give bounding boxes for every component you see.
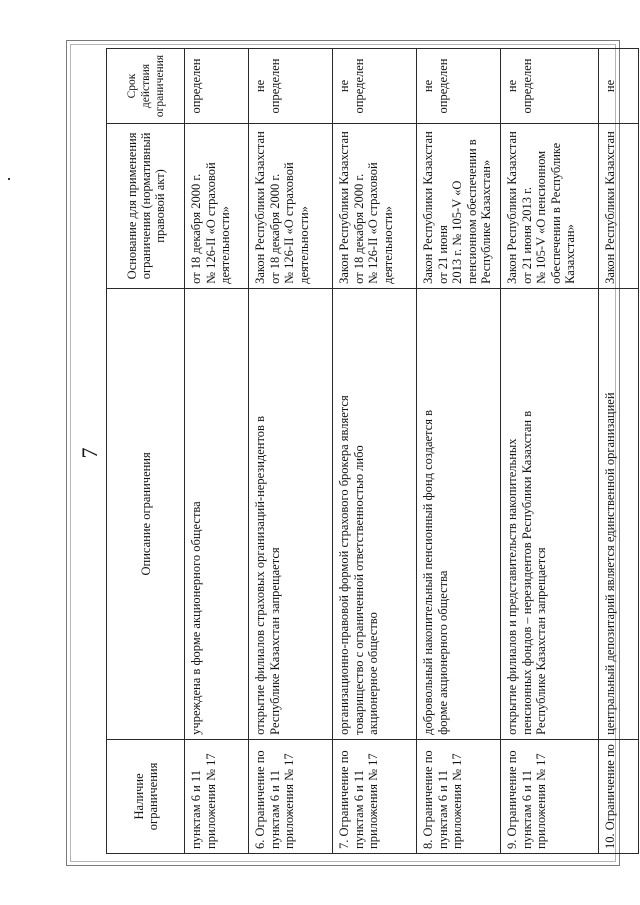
cell-presence: 10. Ограничение по [599,739,639,853]
cell-presence: 8. Ограничение по пунктам 6 и 11 приложения № 17 [417,739,501,853]
cell-presence: 7. Ограничение по пунктам 6 и 11 приложения № 17 [333,739,417,853]
cell-description: организационно-правовой формой страхового брокера является товарищество с ограниченной ответственностью либо акционерное общество [333,288,417,739]
cell-term: определен [185,49,249,124]
cell-basis: Закон Республики Казахстан [599,123,639,288]
table-row [417,49,501,854]
cell-presence: 9. Ограничение по пунктам 6 и 11 приложения № 17 [501,739,599,853]
cell-basis: Закон Республики Казахстан от 21 июня 2013 г. № 105-V «О пенсионном обеспечении в Республике Казахстан» [417,123,501,288]
cell-term: не [599,49,639,124]
cell-presence: пунктам 6 и 11 приложения № 17 [185,739,249,853]
header-presence: Наличие ограничения [107,739,185,853]
header-term: Срок действия ограничения [107,49,185,124]
cell-description: учреждена в форме акционерного общества [185,288,249,739]
scan-speck [8,178,10,180]
cell-term: не определен [417,49,501,124]
cell-basis: Закон Республики Казахстан от 18 декабря 2000 г. № 126-II «О страховой деятельности» [249,123,333,288]
cell-description: центральный депозитарий является единственной организацией [599,288,639,739]
cell-description: открытие филиалов и представительств накопительных пенсионных фондов – нерезидентов Республики Казахстан в Республике Казахстан запрещается [501,288,599,739]
page-number: 7 [77,447,102,459]
header-basis: Основание для применения ограничения (нормативный правовой акт) [107,123,185,288]
table-row [501,49,599,854]
table-header-row [107,49,185,854]
cell-term: не определен [249,49,333,124]
cell-term: не определен [501,49,599,124]
header-description: Описание ограничения [107,288,185,739]
cell-description: открытие филиалов страховых организаций-нерезидентов в Республике Казахстан запрещается [249,288,333,739]
table-row [599,49,639,854]
cell-presence: 6. Ограничение по пунктам 6 и 11 приложения № 17 [249,739,333,853]
cell-term: не определен [333,49,417,124]
rotated-page [68,42,618,864]
cell-basis: Закон Республики Казахстан от 18 декабря 2000 г. № 126-II «О страховой деятельности» [333,123,417,288]
cell-description: добровольный накопительный пенсионный фонд создается в форме акционерного общества [417,288,501,739]
table-row [333,49,417,854]
table-row [249,49,333,854]
cell-basis: от 18 декабря 2000 г. № 126-II «О страховой деятельности» [185,123,249,288]
restrictions-table [106,48,639,854]
table-row [185,49,249,854]
cell-basis: Закон Республики Казахстан от 21 июня 2013 г. № 105-V «О пенсионном обеспечении в Республике Казахстан» [501,123,599,288]
